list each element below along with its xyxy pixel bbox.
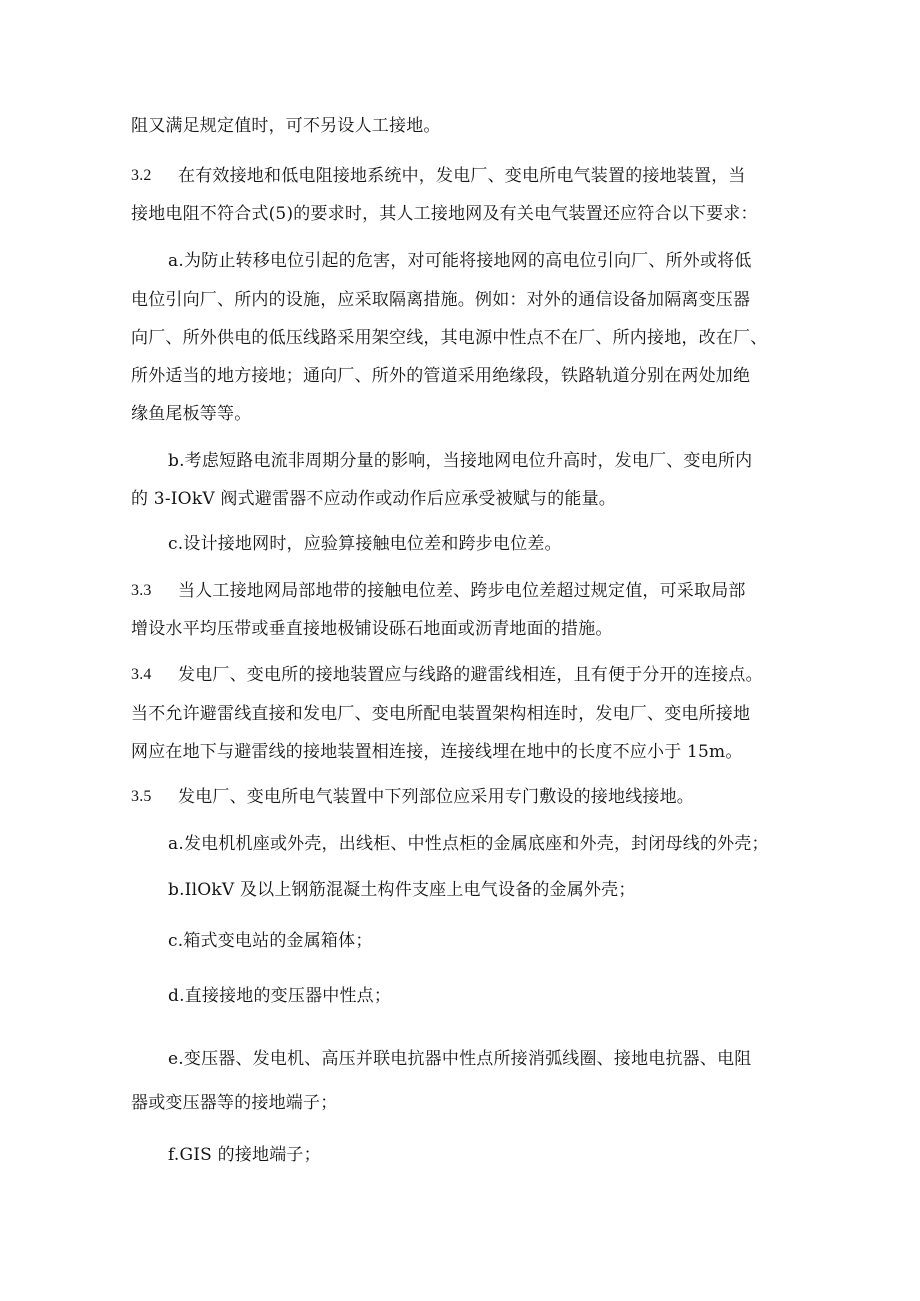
text-line: 增设水平均压带或垂直接地极铺设砾石地面或沥青地面的措施。 (131, 619, 613, 639)
list-item-line: b.IlOkV 及以上钢筋混凝土构件支座上电气设备的金属外壳； (168, 880, 636, 900)
text-line: 在有效接地和低电阻接地系统中，发电厂、变电所电气装置的接地装置，当 (178, 166, 746, 186)
text-line: 电位引向厂、所内的设施，应采取隔离措施。例如：对外的通信设备加隔离变压器 (131, 290, 751, 310)
section-number: 3.4 (131, 666, 152, 683)
section-number: 3.5 (131, 788, 152, 805)
text-line: 当人工接地网局部地带的接触电位差、跨步电位差超过规定值，可采取局部 (178, 581, 746, 601)
list-item-line: e.变压器、发电机、高压并联电抗器中性点所接消弧线圈、接地电抗器、电阻 (168, 1049, 752, 1069)
section-number: 3.3 (131, 582, 152, 599)
list-item-line: d.直接接地的变压器中性点； (168, 986, 392, 1006)
list-item-line: b.考虑短路电流非周期分量的影响，当接地网电位升高时，发电厂、变电所内 (168, 451, 753, 471)
text-line: 发电厂、变电所电气装置中下列部位应采用专门敷设的接地线接地。 (178, 787, 694, 807)
list-item-line: c.设计接地网时，应验算接触电位差和跨步电位差。 (168, 534, 562, 554)
text-line: 的 3-IOkV 阀式避雷器不应动作或动作后应承受被赋与的能量。 (131, 489, 616, 509)
text-line: 网应在地下与避雷线的接地装置相连接，连接线埋在地中的长度不应小于 15m。 (131, 742, 743, 762)
text-line: 器或变压器等的接地端子； (131, 1093, 338, 1113)
list-item-line: a.为防止转移电位引起的危害，对可能将接地网的高电位引向厂、所外或将低 (168, 251, 752, 271)
text-line: 阻又满足规定值时，可不另设人工接地。 (131, 116, 441, 136)
text-line: 接地电阻不符合式(5)的要求时，其人工接地网及有关电气装置还应符合以下要求： (131, 204, 758, 224)
text-line: 所外适当的地方接地；通向厂、所外的管道采用绝缘段，铁路轨道分别在两处加绝 (131, 366, 751, 386)
list-item-line: a.发电机机座或外壳，出线柜、中性点柜的金属底座和外壳，封闭母线的外壳； (168, 834, 769, 854)
list-item-line: c.箱式变电站的金属箱体； (168, 931, 373, 951)
text-line: 当不允许避雷线直接和发电厂、变电所配电装置架构相连时，发电厂、变电所接地 (131, 704, 751, 724)
text-line: 向厂、所外供电的低压线路采用架空线，其电源中性点不在厂、所内接地，改在厂、 (131, 328, 768, 348)
section-number: 3.2 (131, 167, 152, 184)
list-item-line: f.GIS 的接地端子； (168, 1145, 321, 1165)
text-line: 发电厂、变电所的接地装置应与线路的避雷线相连，且有便于分开的连接点。 (178, 665, 763, 685)
text-line: 缘鱼尾板等等。 (131, 404, 252, 424)
